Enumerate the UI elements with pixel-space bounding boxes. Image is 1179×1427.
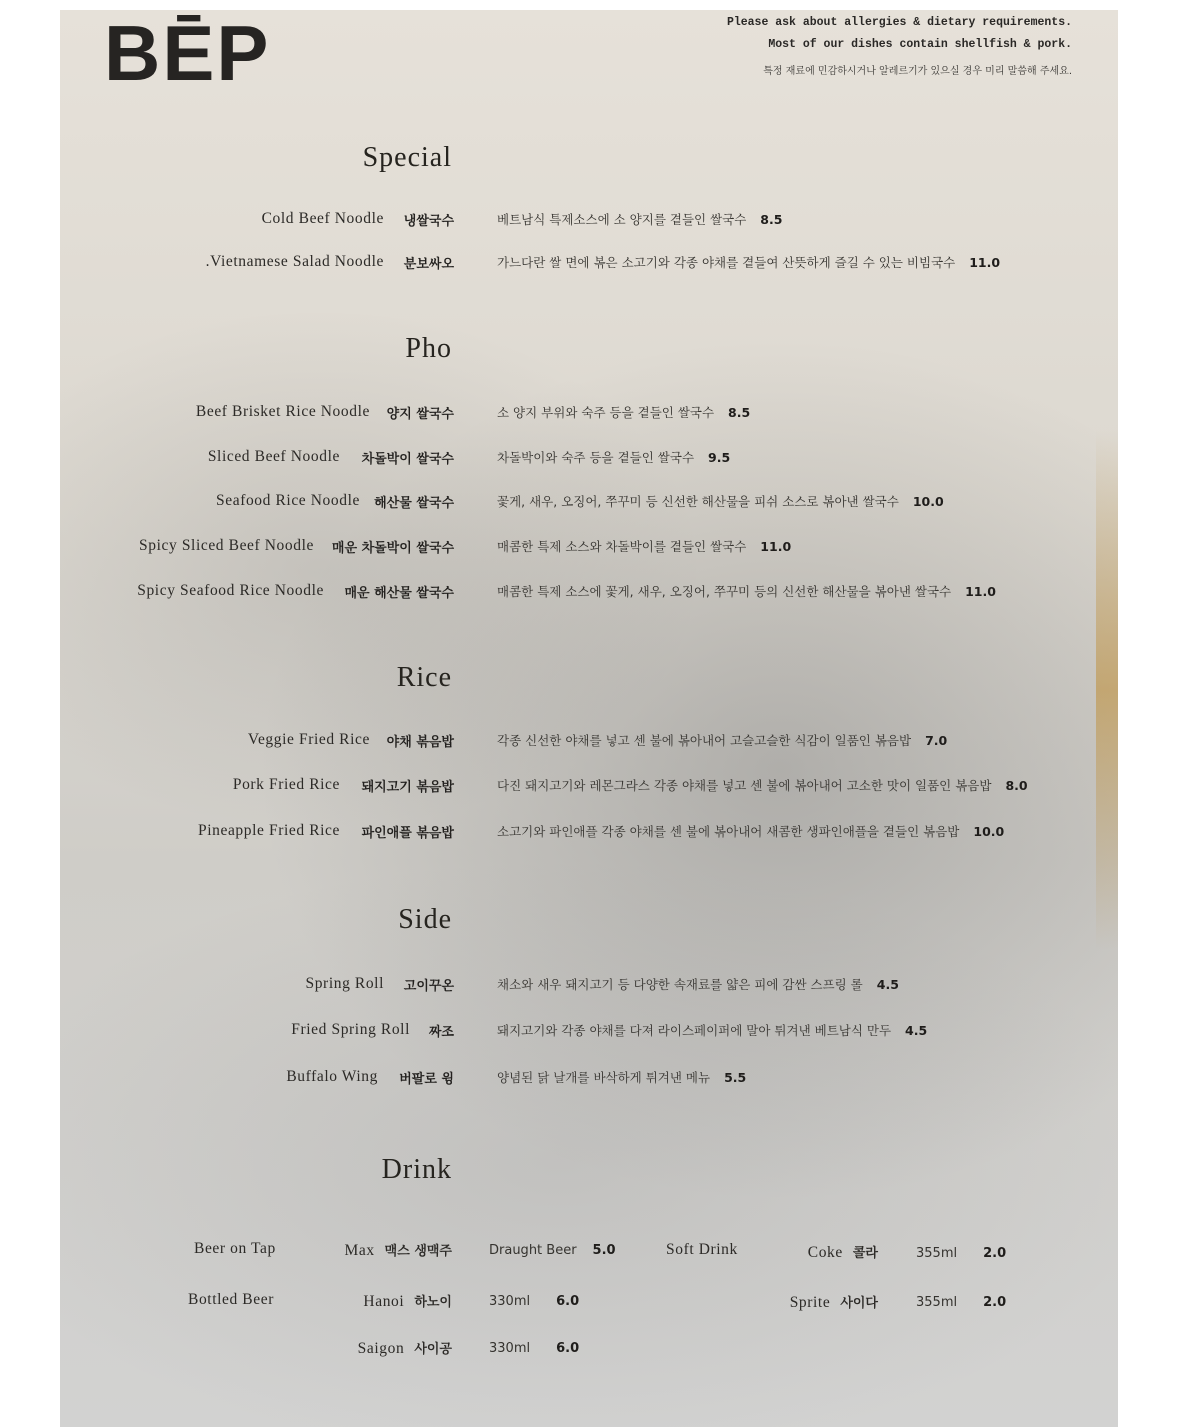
drink-category-beer-on-tap: Beer on Tap [194, 1240, 276, 1257]
notice-line-1: Please ask about allergies & dietary requirements. [726, 16, 1072, 29]
item-name-en: Spring Roll [305, 975, 384, 992]
item-description [497, 1021, 927, 1039]
drink-name-en: Max [344, 1242, 375, 1259]
drink-item [790, 1292, 878, 1312]
item-name-en: Buffalo Wing [286, 1068, 378, 1085]
item-name-en: Spicy Sliced Beef Noodle [139, 537, 314, 554]
item-name-ko: 버팔로 윙 [399, 1072, 454, 1087]
drink-item [808, 1242, 878, 1262]
item-name-ko: 매운 차돌박이 쌀국수 [331, 541, 454, 556]
drink-category-bottled-beer: Bottled Beer [188, 1291, 274, 1308]
item-desc-text: 꽃게, 새우, 오징어, 쭈꾸미 등 신선한 해산물을 피쉬 소스로 볶아낸 쌀국수 [497, 494, 899, 509]
item-description [497, 537, 791, 555]
drink-volume-text: 330ml [489, 1294, 531, 1309]
menu-item [60, 1021, 1118, 1045]
item-name-en: Cold Beef Noodle [261, 210, 384, 227]
item-description [497, 492, 944, 510]
item-price: 11.0 [760, 539, 792, 554]
item-description [497, 403, 750, 421]
drink-volume [489, 1292, 579, 1310]
item-description [497, 582, 996, 600]
item-name-ko: 야채 볶음밥 [386, 735, 454, 750]
item-description [497, 253, 1000, 271]
menu-item [60, 448, 1118, 472]
item-desc-text: 매콤한 특제 소스에 꽃게, 새우, 오징어, 쭈꾸미 등의 신선한 해산물을 볶아낸 쌀국수 [497, 584, 952, 599]
item-price: 9.5 [708, 450, 731, 465]
section-title-side: Side [398, 904, 452, 935]
section-title-rice: Rice [396, 662, 452, 693]
drink-price: 5.0 [592, 1243, 616, 1258]
drink-price: 6.0 [556, 1294, 580, 1309]
item-name-en: Beef Brisket Rice Noodle [195, 403, 370, 420]
item-name-en: Seafood Rice Noodle [216, 492, 360, 509]
item-description [497, 975, 899, 993]
item-name-ko: 분보싸오 [403, 257, 454, 272]
drink-volume-text: Draught Beer [489, 1243, 577, 1258]
drink-name-ko: 콜라 [852, 1246, 878, 1261]
allergy-notice [727, 12, 1072, 77]
item-name-en: Spicy Seafood Rice Noodle [137, 582, 324, 599]
drink-name-ko: 사이공 [414, 1342, 452, 1357]
item-desc-text: 각종 신선한 야채를 넣고 센 불에 볶아내어 고슬고슬한 식감이 일품인 볶음밥 [497, 733, 912, 748]
drink-name-en: Coke [807, 1244, 843, 1261]
brand-logo: BĒP [104, 10, 271, 97]
menu-item [60, 1068, 1118, 1092]
item-name-en: Pork Fried Rice [232, 776, 340, 793]
item-price: 10.0 [912, 494, 944, 509]
item-desc-text: 채소와 새우 돼지고기 등 다양한 속재료를 얇은 피에 감싼 스프링 롤 [497, 977, 863, 992]
drink-price: 2.0 [983, 1295, 1007, 1310]
item-price: 5.5 [724, 1070, 747, 1085]
item-price: 10.0 [973, 824, 1005, 839]
item-price: 11.0 [965, 584, 996, 599]
drink-volume [916, 1244, 1006, 1262]
item-desc-text: 차돌박이와 숙주 등을 곁들인 쌀국수 [497, 450, 695, 465]
menu-item [60, 731, 1118, 755]
item-description [497, 776, 1028, 794]
item-name-ko: 차돌박이 쌀국수 [361, 452, 454, 467]
menu-item [60, 210, 1118, 234]
item-description [497, 822, 1004, 840]
drink-price: 6.0 [556, 1341, 580, 1356]
item-price: 4.5 [876, 977, 899, 992]
item-name-en: Sliced Beef Noodle [207, 448, 340, 465]
drink-name-en: Sprite [789, 1294, 831, 1311]
item-name-en: Fried Spring Roll [291, 1021, 410, 1038]
item-name-en: .Vietnamese Salad Noodle [205, 253, 384, 270]
item-price: 7.0 [925, 733, 948, 748]
item-name-en: Pineapple Fried Rice [198, 822, 340, 839]
menu-item [60, 537, 1118, 561]
item-desc-text: 다진 돼지고기와 레몬그라스 각종 야채를 넣고 센 불에 볶아내어 고소한 맛이 일품인 볶음밥 [497, 778, 992, 793]
drink-volume-text: 330ml [489, 1341, 531, 1356]
item-desc-text: 가느다란 쌀 면에 볶은 소고기와 각종 야채를 곁들여 산뜻하게 즐길 수 있는 비빔국수 [497, 255, 956, 270]
section-title-pho: Pho [405, 333, 452, 364]
drink-name-ko: 맥스 생맥주 [384, 1244, 452, 1259]
menu-paper [60, 10, 1118, 1427]
item-name-en: Veggie Fried Rice [247, 731, 370, 748]
drink-price: 2.0 [983, 1246, 1007, 1261]
item-desc-text: 양념된 닭 날개를 바삭하게 튀겨낸 메뉴 [497, 1070, 711, 1085]
item-desc-text: 소고기와 파인애플 각종 야채를 센 불에 볶아내어 새콤한 생파인애플을 곁들인 볶음밥 [497, 824, 960, 839]
notice-korean: 특정 재료에 민감하시거나 알레르기가 있으실 경우 미리 말씀해 주세요. [763, 66, 1072, 77]
drink-volume [489, 1339, 579, 1357]
item-description [497, 210, 782, 228]
item-desc-text: 매콤한 특제 소스와 차돌박이를 곁들인 쌀국수 [497, 539, 747, 554]
drink-item [363, 1291, 452, 1311]
menu-item [60, 822, 1118, 846]
item-price: 11.0 [969, 255, 1001, 270]
item-name-ko: 해산물 쌀국수 [374, 496, 454, 511]
item-name-ko: 돼지고기 볶음밥 [361, 780, 454, 795]
item-desc-text: 베트남식 특제소스에 소 양지를 곁들인 쌀국수 [497, 212, 747, 227]
item-price: 4.5 [905, 1023, 928, 1038]
item-name-ko: 양지 쌀국수 [386, 407, 454, 422]
drink-volume [489, 1241, 616, 1259]
item-desc-text: 소 양지 부위와 숙주 등을 곁들인 쌀국수 [497, 405, 715, 420]
section-title-special: Special [362, 142, 452, 173]
menu-item [60, 975, 1118, 999]
item-name-ko: 매운 해산물 쌀국수 [344, 586, 454, 601]
drink-name-ko: 사이다 [840, 1296, 878, 1311]
drink-category-soft-drink: Soft Drink [666, 1241, 738, 1258]
drink-volume [916, 1293, 1006, 1311]
drink-name-en: Hanoi [363, 1293, 405, 1310]
drink-volume-text: 355ml [916, 1295, 958, 1310]
menu-item [60, 253, 1118, 277]
item-price: 8.0 [1005, 778, 1028, 793]
drink-name-en: Saigon [357, 1340, 405, 1357]
item-description [497, 731, 947, 749]
notice-line-2: Most of our dishes contain shellfish & pork. [768, 38, 1072, 51]
item-name-ko: 짜조 [428, 1025, 454, 1040]
item-price: 8.5 [728, 405, 751, 420]
drink-volume-text: 355ml [916, 1246, 958, 1261]
item-description [497, 448, 730, 466]
item-desc-text: 돼지고기와 각종 야채를 다져 라이스페이퍼에 말아 튀겨낸 베트남식 만두 [497, 1023, 892, 1038]
menu-item [60, 582, 1118, 606]
menu-item [60, 776, 1118, 800]
drink-item [344, 1240, 452, 1260]
menu-item [60, 492, 1118, 516]
item-name-ko: 파인애플 볶음밥 [361, 826, 454, 841]
item-name-ko: 냉쌀국수 [403, 214, 454, 229]
drink-name-ko: 하노이 [414, 1295, 452, 1310]
item-price: 8.5 [760, 212, 783, 227]
drink-item [358, 1338, 452, 1358]
item-description [497, 1068, 746, 1086]
item-name-ko: 고이꾸온 [403, 979, 454, 994]
menu-item [60, 403, 1118, 427]
section-title-drink: Drink [381, 1154, 452, 1185]
